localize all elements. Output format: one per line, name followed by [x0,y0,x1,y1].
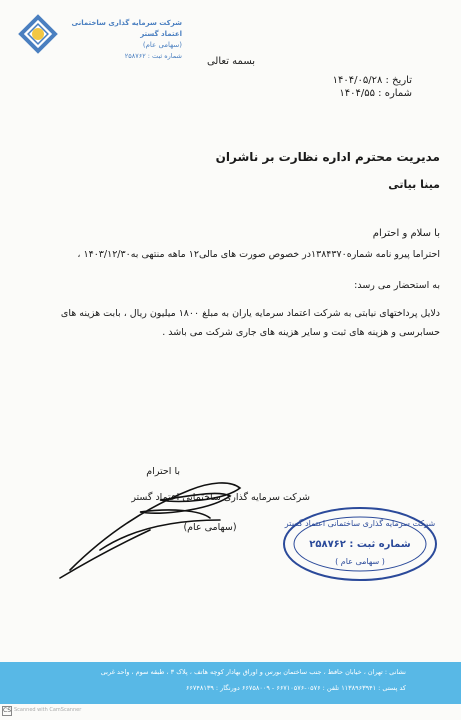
letterhead-registration: شماره ثبت : ۲۵۸۷۶۲ [124,52,182,60]
bismillah: بسمه تعالی [206,56,256,67]
footer-address: نشانی : تهران ، خیابان حافظ ، جنب ساختمان بورس و اوراق بهادار کوچه هاتف ، پلاک ۳ ، طبقه سوم ، واحد غربی [100,668,406,676]
signature-type: (سهامی عام) [183,522,237,533]
greeting: با سلام و احترام [372,228,440,239]
company-logo-icon [18,14,58,54]
company-stamp [280,504,440,584]
letterhead [62,18,182,62]
signature-regards: با احترام [146,466,180,477]
footer-contact: کد پستی : ۱۱۳۸۹۶۳۹۴۱ تلفن : ۰۵۷۶-۶۶۷۱۰۵۷۶ - ۶۶۷۵۸۰۰۹ دورنگار : ۶۶۷۴۸۱۳۹ [185,684,406,692]
stamp-registration: شماره ثبت : ۲۵۸۷۶۲ [309,539,411,550]
body-paragraph-1: احتراما پیرو نامه شماره۱۳۸۴۳۷۰در خصوص صورت های مالی۱۲ ماهه منتهی به۱۴۰۳/۱۲/۳۰ ، [77,249,440,260]
letter-date: تاریخ : ۱۴۰۴/۰۵/۲۸ [332,75,412,86]
letterhead-company-name: شرکت سرمایه گذاری ساختمانی اعتماد گستر [71,19,182,38]
handwritten-signature [40,460,260,580]
signature-company: شرکت سرمایه گذاری ساختمانی اعتماد گستر [131,492,310,503]
letter-meta [300,74,412,100]
stamp-company: شرکت سرمایه گذاری ساختمانی اعتماد گستر [284,519,436,528]
body-paragraph-3: دلایل پرداختهای نیابتی به شرکت اعتماد سرمایه یاران به مبلغ ۱۸۰۰ میلیون ریال ، بابت هزینه های حسابرسی و هزینه های ثبت و سایر هزینه های جاری شرکت می باشد . [60,308,440,338]
stamp-type: ( سهامی عام ) [335,557,385,566]
letterhead-company-type: (سهامی عام) [142,41,182,49]
camscanner-watermark: Scanned with CamScanner [14,707,82,713]
recipient-title: مدیریت محترم اداره نظارت بر ناشران [215,150,440,164]
recipient-name: مینا بیاتی [388,178,440,191]
body-paragraph-2: به استحضار می رسد: [354,280,440,291]
camscanner-icon: CS [3,707,11,714]
letter-number: شماره : ۱۴۰۴/۵۵ [339,88,412,99]
